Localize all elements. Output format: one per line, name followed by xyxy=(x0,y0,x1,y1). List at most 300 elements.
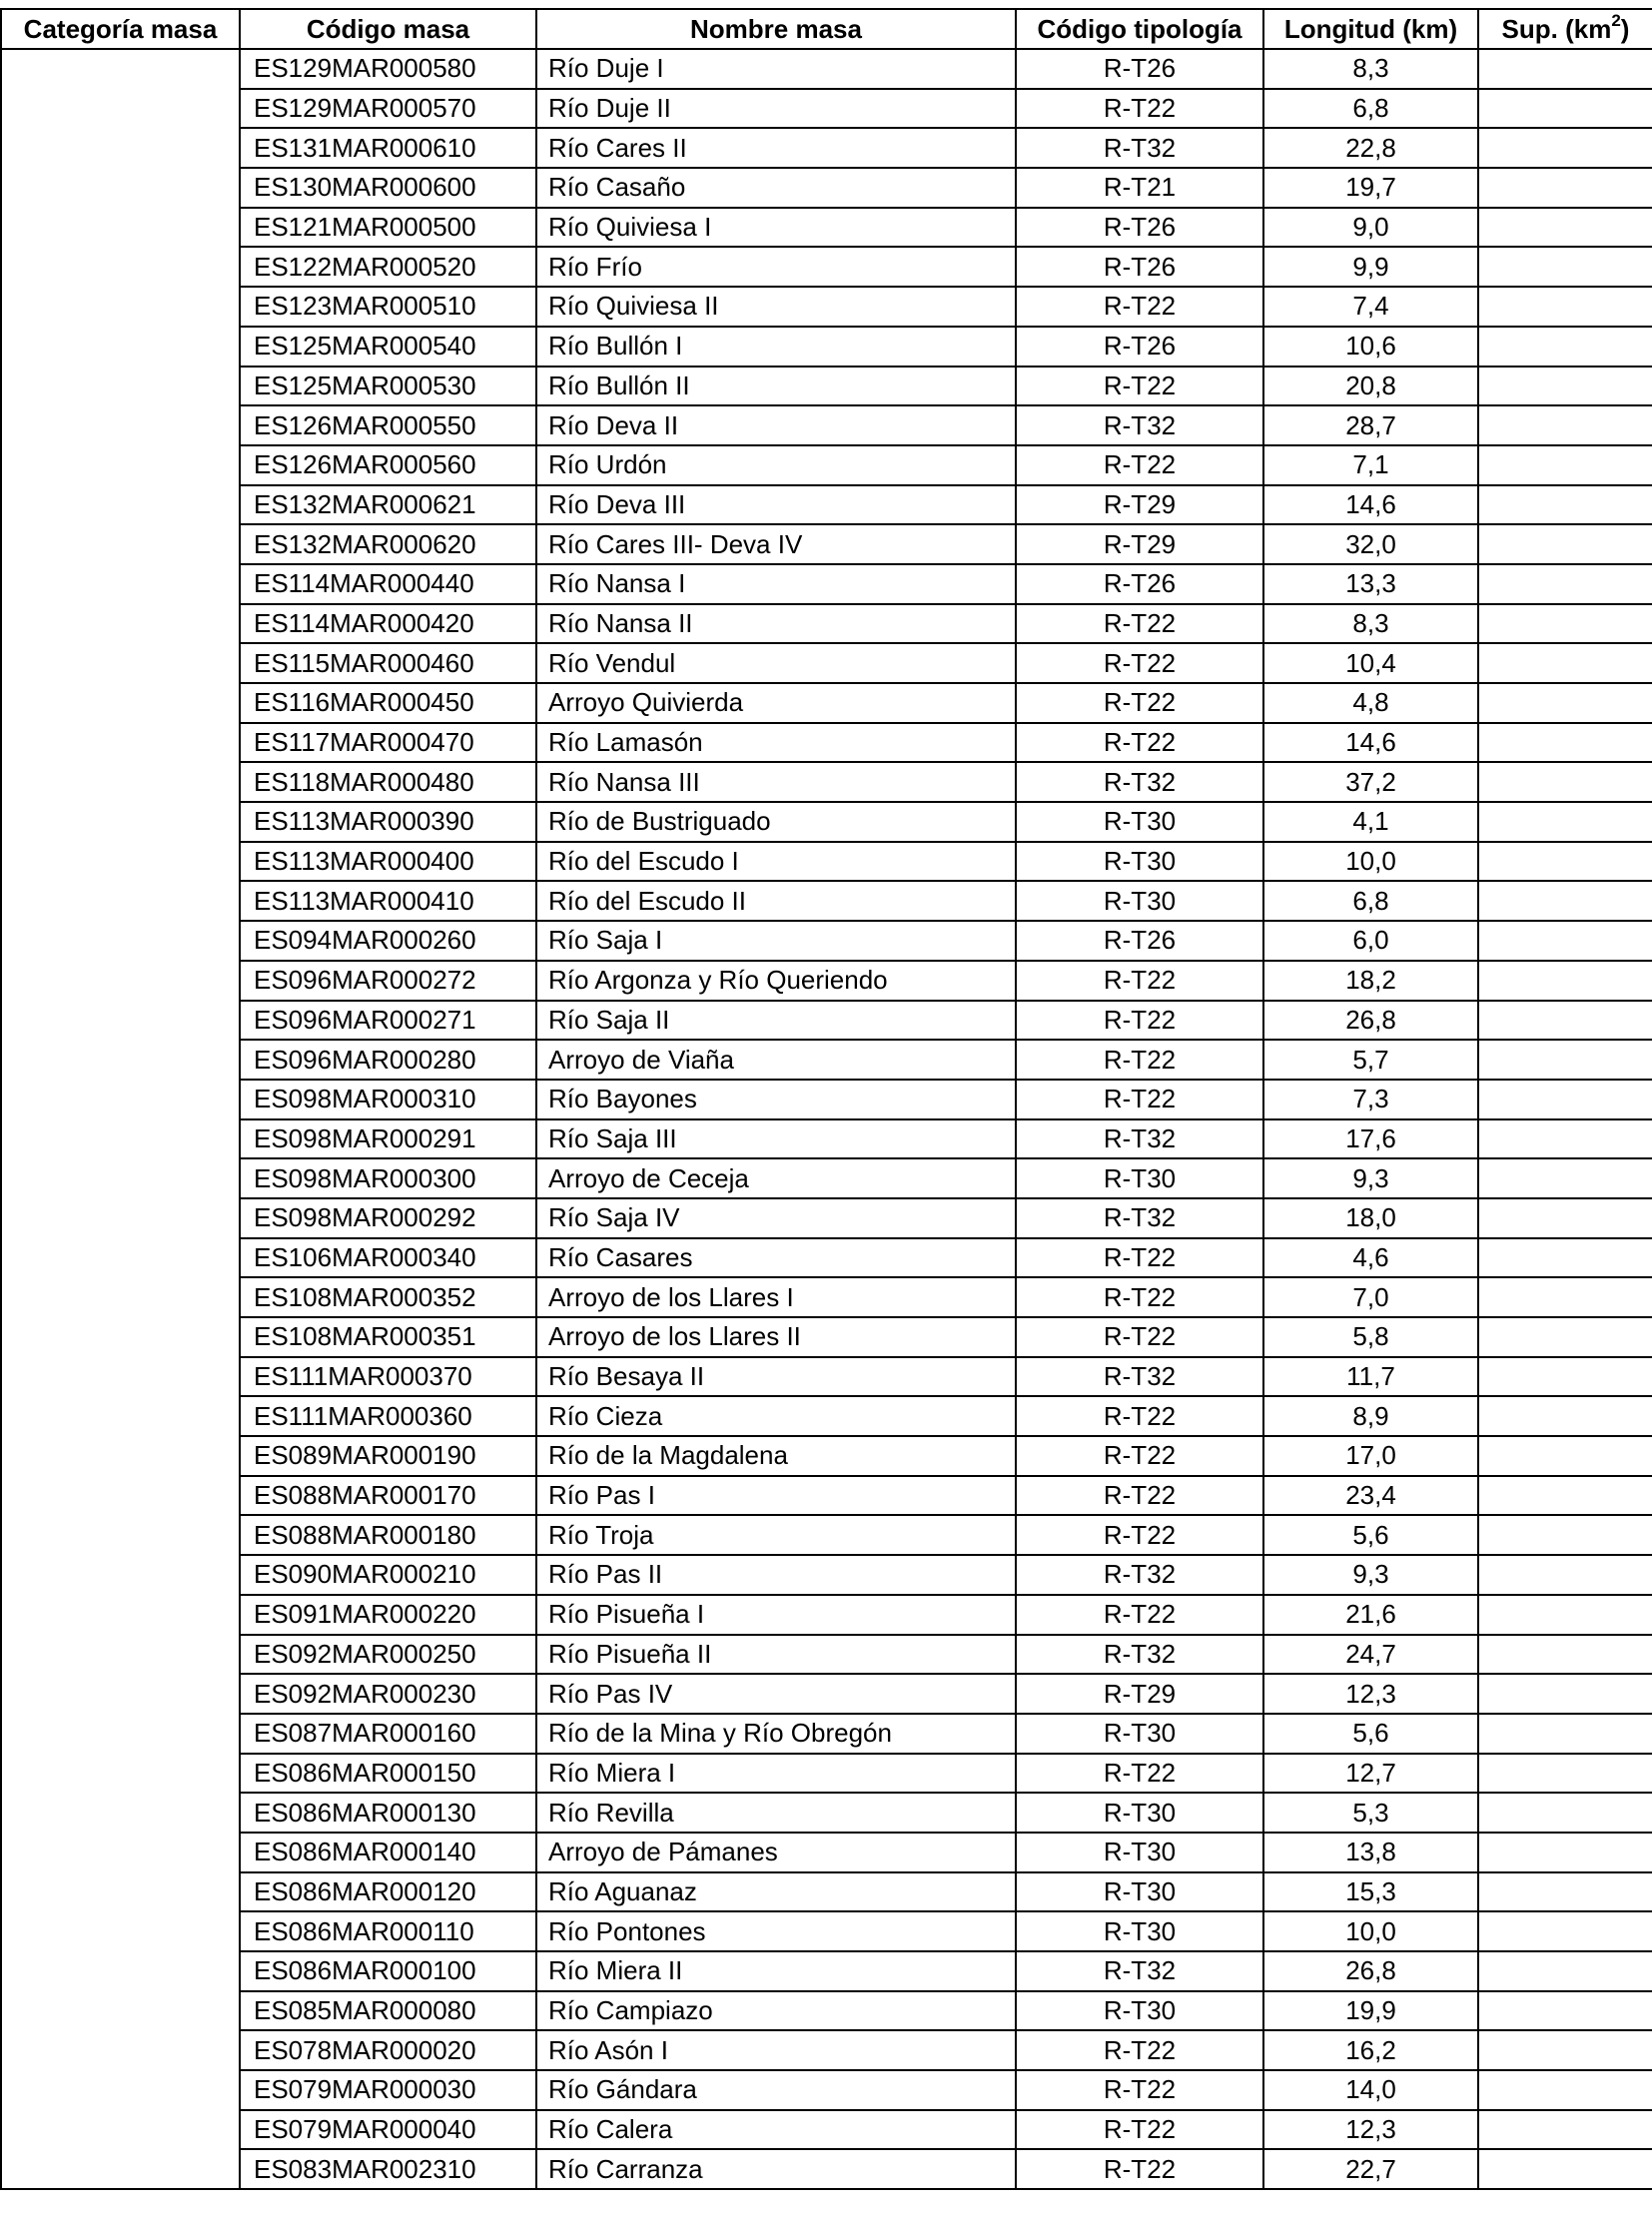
longitud-cell: 7,3 xyxy=(1263,1080,1478,1119)
longitud-cell: 21,6 xyxy=(1263,1595,1478,1635)
header-longitud: Longitud (km) xyxy=(1263,9,1478,49)
header-row xyxy=(1,9,1652,49)
longitud-cell: 6,8 xyxy=(1263,881,1478,921)
nombre-masa-cell: Río Miera I xyxy=(536,1754,1016,1794)
codigo-tipologia-cell: R-T21 xyxy=(1016,168,1263,208)
codigo-masa-cell: ES125MAR000540 xyxy=(240,327,536,367)
nombre-masa-cell: Río Troja xyxy=(536,1515,1016,1555)
table-row xyxy=(1,1238,1652,1278)
nombre-masa-cell: Río Saja I xyxy=(536,921,1016,961)
codigo-masa-cell: ES129MAR000580 xyxy=(240,49,536,89)
table-row xyxy=(1,2110,1652,2150)
codigo-masa-cell: ES086MAR000150 xyxy=(240,1754,536,1794)
longitud-cell: 24,7 xyxy=(1263,1635,1478,1675)
longitud-cell: 14,6 xyxy=(1263,485,1478,525)
codigo-masa-cell: ES089MAR000190 xyxy=(240,1436,536,1476)
nombre-masa-cell: Arroyo de Viaña xyxy=(536,1040,1016,1080)
longitud-cell: 12,3 xyxy=(1263,1674,1478,1714)
codigo-tipologia-cell: R-T26 xyxy=(1016,247,1263,287)
nombre-masa-cell: Arroyo de los Llares II xyxy=(536,1317,1016,1357)
codigo-tipologia-cell: R-T30 xyxy=(1016,1793,1263,1833)
codigo-tipologia-cell: R-T32 xyxy=(1016,1119,1263,1159)
nombre-masa-cell: Río del Escudo II xyxy=(536,881,1016,921)
nombre-masa-cell: Arroyo de Pámanes xyxy=(536,1833,1016,1872)
nombre-masa-cell: Río de Bustriguado xyxy=(536,802,1016,842)
codigo-tipologia-cell: R-T30 xyxy=(1016,1833,1263,1872)
longitud-cell: 12,7 xyxy=(1263,1754,1478,1794)
codigo-tipologia-cell: R-T22 xyxy=(1016,723,1263,763)
table-row xyxy=(1,1911,1652,1951)
table-row xyxy=(1,485,1652,525)
nombre-masa-cell: Río Pisueña I xyxy=(536,1595,1016,1635)
codigo-masa-cell: ES086MAR000110 xyxy=(240,1911,536,1951)
longitud-cell: 23,4 xyxy=(1263,1476,1478,1516)
header-categoria-masa: Categoría masa xyxy=(1,9,240,49)
table-row xyxy=(1,1001,1652,1041)
superficie-cell xyxy=(1478,405,1652,445)
codigo-masa-cell: ES108MAR000351 xyxy=(240,1317,536,1357)
codigo-masa-cell: ES086MAR000130 xyxy=(240,1793,536,1833)
table-row xyxy=(1,683,1652,723)
codigo-tipologia-cell: R-T32 xyxy=(1016,1635,1263,1675)
nombre-masa-cell: Río Frío xyxy=(536,247,1016,287)
longitud-cell: 14,6 xyxy=(1263,723,1478,763)
codigo-tipologia-cell: R-T30 xyxy=(1016,1158,1263,1198)
superficie-cell xyxy=(1478,1001,1652,1041)
codigo-tipologia-cell: R-T22 xyxy=(1016,1515,1263,1555)
table-row xyxy=(1,367,1652,406)
superficie-cell xyxy=(1478,1436,1652,1476)
codigo-masa-cell: ES090MAR000210 xyxy=(240,1555,536,1595)
nombre-masa-cell: Río Revilla xyxy=(536,1793,1016,1833)
table-row xyxy=(1,327,1652,367)
longitud-cell: 11,7 xyxy=(1263,1357,1478,1397)
codigo-masa-cell: ES086MAR000100 xyxy=(240,1951,536,1991)
table-row xyxy=(1,1277,1652,1317)
table-row xyxy=(1,49,1652,89)
nombre-masa-cell: Río de la Mina y Río Obregón xyxy=(536,1714,1016,1754)
superficie-cell xyxy=(1478,1555,1652,1595)
superficie-cell xyxy=(1478,287,1652,327)
nombre-masa-cell: Río Besaya II xyxy=(536,1357,1016,1397)
superficie-cell xyxy=(1478,1080,1652,1119)
longitud-cell: 26,8 xyxy=(1263,1001,1478,1041)
superficie-cell xyxy=(1478,1911,1652,1951)
codigo-tipologia-cell: R-T29 xyxy=(1016,1674,1263,1714)
nombre-masa-cell: Río Pas IV xyxy=(536,1674,1016,1714)
nombre-masa-cell: Río Bayones xyxy=(536,1080,1016,1119)
codigo-tipologia-cell: R-T22 xyxy=(1016,1595,1263,1635)
table-row xyxy=(1,564,1652,604)
nombre-masa-cell: Río Argonza y Río Queriendo xyxy=(536,961,1016,1001)
codigo-tipologia-cell: R-T22 xyxy=(1016,683,1263,723)
nombre-masa-cell: Río Saja IV xyxy=(536,1198,1016,1238)
table-row xyxy=(1,1674,1652,1714)
superficie-cell xyxy=(1478,1158,1652,1198)
codigo-masa-cell: ES088MAR000170 xyxy=(240,1476,536,1516)
longitud-cell: 10,0 xyxy=(1263,842,1478,882)
codigo-masa-cell: ES113MAR000410 xyxy=(240,881,536,921)
longitud-cell: 28,7 xyxy=(1263,405,1478,445)
table-row xyxy=(1,1158,1652,1198)
table-row xyxy=(1,1635,1652,1675)
table-row xyxy=(1,723,1652,763)
superficie-cell xyxy=(1478,1277,1652,1317)
superficie-cell xyxy=(1478,1476,1652,1516)
nombre-masa-cell: Río Pas II xyxy=(536,1555,1016,1595)
codigo-tipologia-cell: R-T22 xyxy=(1016,2030,1263,2070)
codigo-tipologia-cell: R-T22 xyxy=(1016,1396,1263,1436)
longitud-cell: 7,4 xyxy=(1263,287,1478,327)
superficie-cell xyxy=(1478,1793,1652,1833)
superficie-cell xyxy=(1478,327,1652,367)
codigo-tipologia-cell: R-T26 xyxy=(1016,921,1263,961)
longitud-cell: 8,3 xyxy=(1263,604,1478,644)
codigo-masa-cell: ES111MAR000360 xyxy=(240,1396,536,1436)
codigo-tipologia-cell: R-T22 xyxy=(1016,2110,1263,2150)
header-nombre-masa: Nombre masa xyxy=(536,9,1016,49)
codigo-masa-cell: ES086MAR000120 xyxy=(240,1872,536,1912)
superficie-cell xyxy=(1478,1515,1652,1555)
superficie-cell xyxy=(1478,1396,1652,1436)
codigo-masa-cell: ES115MAR000460 xyxy=(240,643,536,683)
codigo-tipologia-cell: R-T22 xyxy=(1016,1277,1263,1317)
codigo-masa-cell: ES098MAR000310 xyxy=(240,1080,536,1119)
codigo-tipologia-cell: R-T22 xyxy=(1016,961,1263,1001)
table-body xyxy=(1,49,1652,2189)
nombre-masa-cell: Río Campiazo xyxy=(536,1991,1016,2031)
codigo-tipologia-cell: R-T30 xyxy=(1016,1991,1263,2031)
codigo-tipologia-cell: R-T32 xyxy=(1016,405,1263,445)
codigo-masa-cell: ES106MAR000340 xyxy=(240,1238,536,1278)
superficie-cell xyxy=(1478,1754,1652,1794)
header-superficie xyxy=(1478,9,1652,49)
superficie-cell xyxy=(1478,1635,1652,1675)
codigo-masa-cell: ES126MAR000550 xyxy=(240,405,536,445)
codigo-masa-cell: ES094MAR000260 xyxy=(240,921,536,961)
nombre-masa-cell: Río Nansa III xyxy=(536,762,1016,802)
superficie-cell xyxy=(1478,1595,1652,1635)
nombre-masa-cell: Río Pisueña II xyxy=(536,1635,1016,1675)
codigo-masa-cell: ES116MAR000450 xyxy=(240,683,536,723)
codigo-masa-cell: ES125MAR000530 xyxy=(240,367,536,406)
longitud-cell: 20,8 xyxy=(1263,367,1478,406)
nombre-masa-cell: Río Aguanaz xyxy=(536,1872,1016,1912)
superficie-cell xyxy=(1478,367,1652,406)
table-row xyxy=(1,1357,1652,1397)
nombre-masa-cell: Río Deva II xyxy=(536,405,1016,445)
superficie-cell xyxy=(1478,1317,1652,1357)
codigo-tipologia-cell: R-T29 xyxy=(1016,485,1263,525)
longitud-cell: 13,3 xyxy=(1263,564,1478,604)
codigo-tipologia-cell: R-T30 xyxy=(1016,881,1263,921)
codigo-masa-cell: ES130MAR000600 xyxy=(240,168,536,208)
codigo-tipologia-cell: R-T30 xyxy=(1016,842,1263,882)
table-row xyxy=(1,1476,1652,1516)
codigo-masa-cell: ES096MAR000272 xyxy=(240,961,536,1001)
table-row xyxy=(1,445,1652,485)
nombre-masa-cell: Río Quiviesa II xyxy=(536,287,1016,327)
codigo-masa-cell: ES126MAR000560 xyxy=(240,445,536,485)
nombre-masa-cell: Río Bullón I xyxy=(536,327,1016,367)
longitud-cell: 5,3 xyxy=(1263,1793,1478,1833)
longitud-cell: 8,9 xyxy=(1263,1396,1478,1436)
superficie-cell xyxy=(1478,604,1652,644)
nombre-masa-cell: Río Cares II xyxy=(536,128,1016,168)
nombre-masa-cell: Río Gándara xyxy=(536,2070,1016,2110)
superficie-cell xyxy=(1478,762,1652,802)
longitud-cell: 10,4 xyxy=(1263,643,1478,683)
nombre-masa-cell: Arroyo Quivierda xyxy=(536,683,1016,723)
table-row xyxy=(1,1080,1652,1119)
codigo-tipologia-cell: R-T22 xyxy=(1016,1436,1263,1476)
nombre-masa-cell: Río Quiviesa I xyxy=(536,208,1016,248)
header-superficie-label: Sup. (km xyxy=(1501,13,1612,44)
longitud-cell: 16,2 xyxy=(1263,2030,1478,2070)
superficie-cell xyxy=(1478,445,1652,485)
table-row xyxy=(1,1515,1652,1555)
nombre-masa-cell: Río del Escudo I xyxy=(536,842,1016,882)
table-row xyxy=(1,643,1652,683)
codigo-tipologia-cell: R-T30 xyxy=(1016,1872,1263,1912)
nombre-masa-cell: Río Lamasón xyxy=(536,723,1016,763)
codigo-tipologia-cell: R-T22 xyxy=(1016,643,1263,683)
document-page xyxy=(0,8,1652,2190)
codigo-tipologia-cell: R-T22 xyxy=(1016,445,1263,485)
table-row xyxy=(1,405,1652,445)
codigo-masa-cell: ES111MAR000370 xyxy=(240,1357,536,1397)
table-row xyxy=(1,842,1652,882)
nombre-masa-cell: Río Vendul xyxy=(536,643,1016,683)
codigo-masa-cell: ES096MAR000271 xyxy=(240,1001,536,1041)
longitud-cell: 5,6 xyxy=(1263,1714,1478,1754)
superficie-cell xyxy=(1478,247,1652,287)
nombre-masa-cell: Río Urdón xyxy=(536,445,1016,485)
superficie-cell xyxy=(1478,921,1652,961)
header-superficie-exponent: 2 xyxy=(1611,10,1621,30)
longitud-cell: 22,7 xyxy=(1263,2149,1478,2189)
longitud-cell: 9,0 xyxy=(1263,208,1478,248)
longitud-cell: 13,8 xyxy=(1263,1833,1478,1872)
superficie-cell xyxy=(1478,128,1652,168)
superficie-cell xyxy=(1478,49,1652,89)
codigo-tipologia-cell: R-T26 xyxy=(1016,49,1263,89)
nombre-masa-cell: Río Carranza xyxy=(536,2149,1016,2189)
codigo-tipologia-cell: R-T22 xyxy=(1016,604,1263,644)
header-superficie-close: ) xyxy=(1620,13,1630,44)
codigo-masa-cell: ES113MAR000400 xyxy=(240,842,536,882)
longitud-cell: 6,0 xyxy=(1263,921,1478,961)
superficie-cell xyxy=(1478,485,1652,525)
longitud-cell: 26,8 xyxy=(1263,1951,1478,1991)
codigo-tipologia-cell: R-T22 xyxy=(1016,367,1263,406)
table-row xyxy=(1,128,1652,168)
superficie-cell xyxy=(1478,683,1652,723)
superficie-cell xyxy=(1478,208,1652,248)
longitud-cell: 15,3 xyxy=(1263,1872,1478,1912)
codigo-masa-cell: ES087MAR000160 xyxy=(240,1714,536,1754)
categoria-masa-cell xyxy=(1,49,240,2189)
nombre-masa-cell: Río Asón I xyxy=(536,2030,1016,2070)
superficie-cell xyxy=(1478,1833,1652,1872)
codigo-masa-cell: ES117MAR000470 xyxy=(240,723,536,763)
codigo-tipologia-cell: R-T22 xyxy=(1016,89,1263,129)
longitud-cell: 9,9 xyxy=(1263,247,1478,287)
codigo-masa-cell: ES086MAR000140 xyxy=(240,1833,536,1872)
codigo-masa-cell: ES122MAR000520 xyxy=(240,247,536,287)
superficie-cell xyxy=(1478,1991,1652,2031)
codigo-tipologia-cell: R-T26 xyxy=(1016,208,1263,248)
codigo-tipologia-cell: R-T22 xyxy=(1016,2149,1263,2189)
codigo-masa-cell: ES079MAR000030 xyxy=(240,2070,536,2110)
longitud-cell: 14,0 xyxy=(1263,2070,1478,2110)
nombre-masa-cell: Río Cieza xyxy=(536,1396,1016,1436)
codigo-masa-cell: ES085MAR000080 xyxy=(240,1991,536,2031)
codigo-tipologia-cell: R-T22 xyxy=(1016,287,1263,327)
superficie-cell xyxy=(1478,1674,1652,1714)
longitud-cell: 10,6 xyxy=(1263,327,1478,367)
codigo-masa-cell: ES114MAR000420 xyxy=(240,604,536,644)
superficie-cell xyxy=(1478,723,1652,763)
codigo-masa-cell: ES079MAR000040 xyxy=(240,2110,536,2150)
table-row xyxy=(1,1991,1652,2031)
codigo-tipologia-cell: R-T32 xyxy=(1016,1555,1263,1595)
longitud-cell: 19,7 xyxy=(1263,168,1478,208)
codigo-tipologia-cell: R-T22 xyxy=(1016,2070,1263,2110)
nombre-masa-cell: Arroyo de los Llares I xyxy=(536,1277,1016,1317)
codigo-tipologia-cell: R-T26 xyxy=(1016,564,1263,604)
codigo-masa-cell: ES131MAR000610 xyxy=(240,128,536,168)
codigo-masa-cell: ES096MAR000280 xyxy=(240,1040,536,1080)
table-row xyxy=(1,1555,1652,1595)
codigo-masa-cell: ES098MAR000292 xyxy=(240,1198,536,1238)
nombre-masa-cell: Río Nansa II xyxy=(536,604,1016,644)
longitud-cell: 7,0 xyxy=(1263,1277,1478,1317)
superficie-cell xyxy=(1478,2070,1652,2110)
superficie-cell xyxy=(1478,961,1652,1001)
longitud-cell: 18,2 xyxy=(1263,961,1478,1001)
longitud-cell: 7,1 xyxy=(1263,445,1478,485)
nombre-masa-cell: Río Pontones xyxy=(536,1911,1016,1951)
codigo-tipologia-cell: R-T22 xyxy=(1016,1001,1263,1041)
longitud-cell: 5,7 xyxy=(1263,1040,1478,1080)
longitud-cell: 4,8 xyxy=(1263,683,1478,723)
codigo-masa-cell: ES091MAR000220 xyxy=(240,1595,536,1635)
table-row xyxy=(1,961,1652,1001)
codigo-masa-cell: ES129MAR000570 xyxy=(240,89,536,129)
codigo-tipologia-cell: R-T30 xyxy=(1016,802,1263,842)
nombre-masa-cell: Arroyo de Ceceja xyxy=(536,1158,1016,1198)
codigo-masa-cell: ES078MAR000020 xyxy=(240,2030,536,2070)
superficie-cell xyxy=(1478,1238,1652,1278)
table-row xyxy=(1,604,1652,644)
codigo-masa-cell: ES132MAR000621 xyxy=(240,485,536,525)
codigo-masa-cell: ES121MAR000500 xyxy=(240,208,536,248)
longitud-cell: 9,3 xyxy=(1263,1555,1478,1595)
nombre-masa-cell: Río Cares III- Deva IV xyxy=(536,524,1016,564)
table-row xyxy=(1,1754,1652,1794)
superficie-cell xyxy=(1478,1040,1652,1080)
longitud-cell: 10,0 xyxy=(1263,1911,1478,1951)
codigo-masa-cell: ES092MAR000230 xyxy=(240,1674,536,1714)
longitud-cell: 32,0 xyxy=(1263,524,1478,564)
codigo-masa-cell: ES123MAR000510 xyxy=(240,287,536,327)
table-row xyxy=(1,1872,1652,1912)
table-row xyxy=(1,1119,1652,1159)
superficie-cell xyxy=(1478,881,1652,921)
longitud-cell: 6,8 xyxy=(1263,89,1478,129)
longitud-cell: 18,0 xyxy=(1263,1198,1478,1238)
codigo-masa-cell: ES088MAR000180 xyxy=(240,1515,536,1555)
codigo-tipologia-cell: R-T30 xyxy=(1016,1911,1263,1951)
codigo-masa-cell: ES132MAR000620 xyxy=(240,524,536,564)
nombre-masa-cell: Río Bullón II xyxy=(536,367,1016,406)
table-row xyxy=(1,2070,1652,2110)
codigo-tipologia-cell: R-T29 xyxy=(1016,524,1263,564)
nombre-masa-cell: Río Miera II xyxy=(536,1951,1016,1991)
superficie-cell xyxy=(1478,1714,1652,1754)
table-row xyxy=(1,802,1652,842)
codigo-masa-cell: ES114MAR000440 xyxy=(240,564,536,604)
table-row xyxy=(1,881,1652,921)
longitud-cell: 4,6 xyxy=(1263,1238,1478,1278)
table-row xyxy=(1,1436,1652,1476)
table-row xyxy=(1,168,1652,208)
table-row xyxy=(1,1040,1652,1080)
superficie-cell xyxy=(1478,1119,1652,1159)
header-codigo-tipologia: Código tipología xyxy=(1016,9,1263,49)
codigo-masa-cell: ES118MAR000480 xyxy=(240,762,536,802)
water-bodies-table xyxy=(0,8,1652,2190)
superficie-cell xyxy=(1478,89,1652,129)
nombre-masa-cell: Río Duje II xyxy=(536,89,1016,129)
nombre-masa-cell: Río de la Magdalena xyxy=(536,1436,1016,1476)
codigo-tipologia-cell: R-T32 xyxy=(1016,1357,1263,1397)
nombre-masa-cell: Río Casares xyxy=(536,1238,1016,1278)
table-row xyxy=(1,89,1652,129)
codigo-tipologia-cell: R-T22 xyxy=(1016,1476,1263,1516)
table-row xyxy=(1,1793,1652,1833)
table-row xyxy=(1,247,1652,287)
nombre-masa-cell: Río Deva III xyxy=(536,485,1016,525)
longitud-cell: 9,3 xyxy=(1263,1158,1478,1198)
codigo-masa-cell: ES113MAR000390 xyxy=(240,802,536,842)
codigo-tipologia-cell: R-T22 xyxy=(1016,1317,1263,1357)
table-row xyxy=(1,762,1652,802)
table-row xyxy=(1,1714,1652,1754)
longitud-cell: 19,9 xyxy=(1263,1991,1478,2031)
nombre-masa-cell: Río Duje I xyxy=(536,49,1016,89)
superficie-cell xyxy=(1478,168,1652,208)
table-row xyxy=(1,2149,1652,2189)
superficie-cell xyxy=(1478,802,1652,842)
table-row xyxy=(1,1396,1652,1436)
superficie-cell xyxy=(1478,2110,1652,2150)
superficie-cell xyxy=(1478,524,1652,564)
codigo-masa-cell: ES098MAR000291 xyxy=(240,1119,536,1159)
table-header xyxy=(1,9,1652,49)
superficie-cell xyxy=(1478,2149,1652,2189)
table-row xyxy=(1,1317,1652,1357)
codigo-tipologia-cell: R-T26 xyxy=(1016,327,1263,367)
table-row xyxy=(1,287,1652,327)
superficie-cell xyxy=(1478,564,1652,604)
codigo-masa-cell: ES108MAR000352 xyxy=(240,1277,536,1317)
codigo-tipologia-cell: R-T32 xyxy=(1016,1198,1263,1238)
codigo-tipologia-cell: R-T22 xyxy=(1016,1080,1263,1119)
table-row xyxy=(1,2030,1652,2070)
longitud-cell: 22,8 xyxy=(1263,128,1478,168)
